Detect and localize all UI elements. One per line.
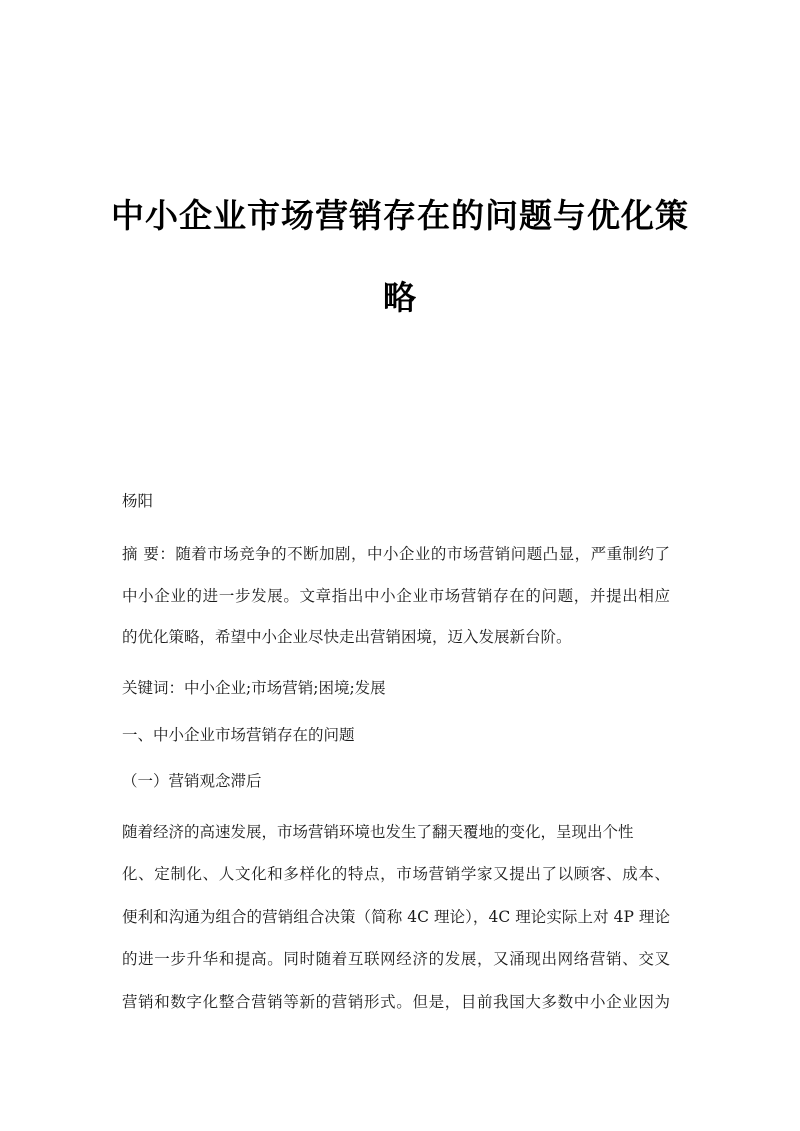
keywords: 关键词：中小企业;市场营销;困境;发展: [122, 679, 386, 697]
body-line: 化、定制化、人文化和多样化的特点，市场营销学家又提出了以顾客、成本、: [122, 865, 670, 883]
body-line: 便利和沟通为组合的营销组合决策（简称 4C 理论），4C 理论实际上对 4P 理论: [122, 908, 670, 926]
section-heading: 一、中小企业市场营销存在的问题: [122, 726, 355, 744]
abstract-line: 中小企业的进一步发展。文章指出中小企业市场营销存在的问题，并提出相应: [122, 587, 670, 605]
document-title-line-1: 中小企业市场营销存在的问题与优化策: [111, 196, 689, 235]
author-name: 杨阳: [122, 492, 154, 510]
abstract-line: 摘 要：随着市场竞争的不断加剧，中小企业的市场营销问题凸显，严重制约了: [122, 545, 670, 563]
body-line: 营销和数字化整合营销等新的营销形式。但是，目前我国大多数中小企业因为: [122, 993, 670, 1011]
document-title-line-2: 略: [383, 278, 417, 317]
body-line: 随着经济的高速发展，市场营销环境也发生了翻天覆地的变化，呈现出个性: [122, 823, 634, 841]
abstract-line: 的优化策略，希望中小企业尽快走出营销困境，迈入发展新台阶。: [122, 628, 572, 646]
subsection-heading: （一）营销观念滞后: [122, 772, 262, 790]
body-line: 的进一步升华和提高。同时随着互联网经济的发展，又涌现出网络营销、交叉: [122, 950, 670, 968]
